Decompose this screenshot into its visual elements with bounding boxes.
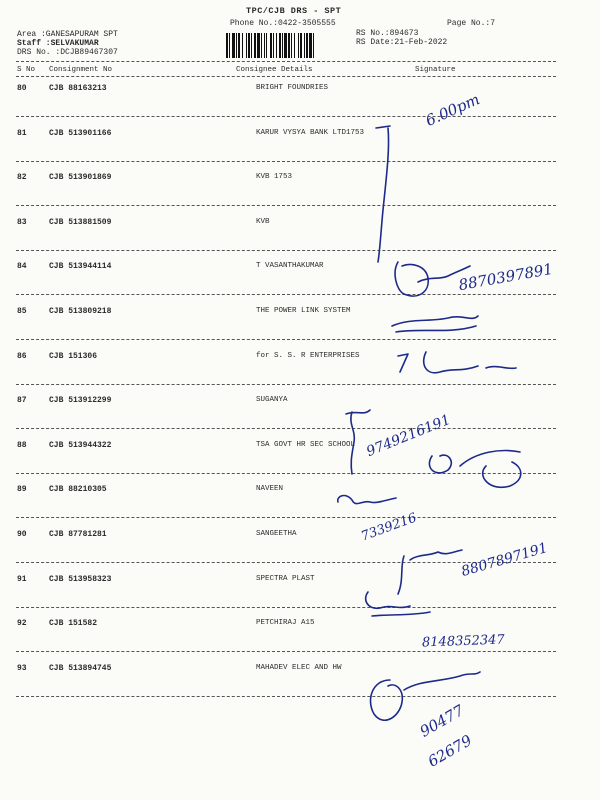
row-serial-number: 80 — [17, 84, 27, 93]
divider — [16, 76, 556, 77]
handwritten-phone-90: 7339216 — [359, 510, 419, 545]
row-consignee-name: MAHADEV ELEC AND HW — [256, 664, 342, 672]
row-serial-number: 81 — [17, 129, 27, 138]
row-consignment-number: CJB 513881509 — [49, 218, 112, 227]
row-consignee-name: KARUR VYSYA BANK LTD1753 — [256, 129, 365, 137]
handwritten-phone-92: 8148352347 — [421, 632, 505, 651]
row-serial-number: 93 — [17, 664, 27, 673]
row-divider — [16, 116, 556, 117]
handwritten-phone-93b: 62679 — [424, 731, 476, 771]
row-serial-number: 91 — [17, 575, 27, 584]
row-consignment-number: CJB 513958323 — [49, 575, 112, 584]
row-divider — [16, 339, 556, 340]
row-consignment-number: CJB 151582 — [49, 619, 98, 628]
row-consignee-name: THE POWER LINK SYSTEM — [256, 307, 351, 315]
row-divider — [16, 696, 556, 697]
signature-85 — [392, 316, 478, 332]
bracket-stroke — [378, 128, 389, 262]
row-serial-number: 89 — [17, 485, 27, 494]
row-consignee-name: SUGANYA — [256, 396, 288, 404]
rs-number: RS No.:894673 — [356, 29, 419, 38]
handwritten-time-note: 6.00pm — [422, 90, 483, 130]
row-consignment-number: CJB 513901869 — [49, 173, 112, 182]
barcode — [226, 33, 349, 58]
row-consignment-number: CJB 88210305 — [49, 485, 107, 494]
signature-89 — [429, 451, 520, 488]
handwritten-phone-84: 8870397891 — [457, 259, 555, 295]
row-consignee-name: KVB 1753 — [256, 173, 293, 181]
bracket-stroke — [376, 126, 390, 128]
row-divider — [16, 384, 556, 385]
row-consignment-number: CJB 88163213 — [49, 84, 107, 93]
row-serial-number: 86 — [17, 352, 27, 361]
column-header-sno: S No — [17, 66, 36, 74]
row-consignment-number: CJB 513901166 — [49, 129, 112, 138]
row-consignment-number: CJB 513912299 — [49, 396, 112, 405]
row-serial-number: 83 — [17, 218, 27, 227]
row-serial-number: 84 — [17, 262, 27, 271]
page-number: Page No.:7 — [447, 19, 496, 28]
area-label: Area :GANESAPURAM SPT — [17, 30, 118, 39]
row-consignment-number: CJB 513944114 — [49, 262, 112, 271]
staff-label: Staff :SELVAKUMAR — [17, 39, 99, 48]
row-serial-number: 92 — [17, 619, 27, 628]
handwritten-phone-91: 8807897191 — [459, 540, 550, 580]
row-consignee-name: SANGEETHA — [256, 530, 297, 538]
row-serial-number: 85 — [17, 307, 27, 316]
signature-90 — [338, 496, 396, 504]
row-consignee-name: for S. S. R ENTERPRISES — [256, 352, 360, 360]
row-serial-number: 88 — [17, 441, 27, 450]
row-divider — [16, 473, 556, 474]
drs-number: DRS No. :DCJB89467307 — [17, 48, 118, 57]
row-divider — [16, 651, 556, 652]
row-divider — [16, 517, 556, 518]
row-consignee-name: BRIGHT FOUNDRIES — [256, 84, 329, 92]
row-consignee-name: KVB — [256, 218, 270, 226]
row-divider — [16, 607, 556, 608]
row-consignee-name: TSA GOVT HR SEC SCHOOL — [256, 441, 356, 449]
column-header-consignment: Consignment No — [49, 66, 113, 74]
row-consignee-name: PETCHIRAJ A15 — [256, 619, 315, 627]
row-consignee-name: NAVEEN — [256, 485, 284, 493]
row-divider — [16, 205, 556, 206]
row-consignment-number: CJB 513944322 — [49, 441, 112, 450]
handwritten-phone-93a: 90477 — [416, 701, 468, 741]
signature-92 — [366, 592, 430, 616]
row-divider — [16, 428, 556, 429]
row-consignment-number: CJB 151306 — [49, 352, 98, 361]
row-divider — [16, 161, 556, 162]
signature-91 — [398, 550, 462, 594]
row-consignment-number: CJB 87781281 — [49, 530, 107, 539]
row-divider — [16, 294, 556, 295]
column-header-signature: Signature — [415, 66, 456, 74]
row-consignment-number: CJB 513894745 — [49, 664, 112, 673]
row-serial-number: 87 — [17, 396, 27, 405]
handwritten-phone-88: 9749216191 — [364, 411, 453, 461]
column-header-consignee: Consignee Details — [236, 66, 313, 74]
divider — [16, 61, 556, 62]
row-consignee-name: T VASANTHAKUMAR — [256, 262, 324, 270]
signature-86 — [398, 352, 516, 373]
row-divider — [16, 250, 556, 251]
row-consignee-name: SPECTRA PLAST — [256, 575, 315, 583]
document-title: TPC/CJB DRS - SPT — [246, 6, 342, 16]
row-consignment-number: CJB 513809218 — [49, 307, 112, 316]
rs-date: RS Date:21-Feb-2022 — [356, 38, 448, 47]
row-serial-number: 90 — [17, 530, 27, 539]
phone-number: Phone No.:0422-3505555 — [230, 19, 336, 28]
row-serial-number: 82 — [17, 173, 27, 182]
